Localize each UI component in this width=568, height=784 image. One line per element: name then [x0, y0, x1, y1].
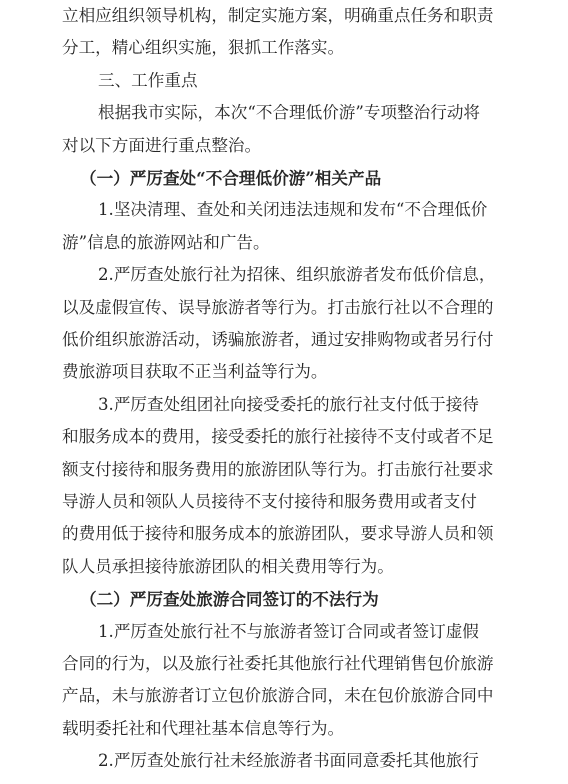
paragraph-line: 3.严厉查处组团社向接受委托的旅行社支付低于接待: [98, 394, 479, 414]
paragraph-line: 以及虚假宣传、误导旅游者等行为。打击旅行社以不合理的: [62, 297, 494, 317]
paragraph-line: 游”信息的旅游网站和广告。: [62, 232, 270, 252]
paragraph-line: 导游人员和领队人员接待不支付接待和服务费用或者支付: [62, 492, 477, 511]
paragraph-line: 合同的行为，以及旅行社委托其他旅行社代理销售包价旅游: [62, 654, 494, 673]
subsection-heading: （一）严厉查处“不合理低价游”相关产品: [80, 168, 382, 188]
paragraph-line: 载明委托社和代理社基本信息等行为。: [62, 718, 345, 738]
paragraph-line: 根据我市实际，本次“不合理低价游”专项整治行动将: [98, 103, 481, 123]
paragraph-line: 1.坚决清理、查处和关闭违法违规和发布“不合理低价: [98, 200, 488, 220]
paragraph-line: 分工，精心组织实施，狠抓工作落实。: [62, 38, 345, 58]
paragraph-line: 立相应组织领导机构，制定实施方案，明确重点任务和职责: [62, 6, 494, 25]
paragraph-line: 2.严厉查处旅行社未经旅游者书面同意委托其他旅行: [98, 751, 479, 771]
paragraph-line: 和服务成本的费用，接受委托的旅行社接待不支付或者不足: [62, 427, 494, 447]
paragraph-line: 2.严厉查处旅行社为招徕、组织旅游者发布低价信息，: [98, 265, 496, 285]
paragraph-line: 对以下方面进行重点整治。: [62, 135, 262, 155]
paragraph-line: 额支付接待和服务费用的旅游团队等行为。打击旅行社要求: [62, 459, 494, 479]
paragraph-line: 的费用低于接待和服务成本的旅游团队，要求导游人员和领: [62, 524, 494, 544]
subsection-heading: （二）严厉查处旅游合同签订的不法行为: [80, 589, 379, 610]
paragraph-line: 1.严厉查处旅行社不与旅游者签订合同或者签订虚假: [98, 621, 479, 641]
section-heading: 三、工作重点: [98, 70, 198, 90]
paragraph-line: 产品，未与旅游者订立包价旅游合同，未在包价旅游合同中: [62, 686, 494, 706]
paragraph-line: 低价组织旅游活动，诱骗旅游者，通过安排购物或者另行付: [62, 330, 494, 349]
paragraph-line: 队人员承担接待旅游团队的相关费用等行为。: [62, 556, 394, 576]
paragraph-line: 费旅游项目获取不正当利益等行为。: [62, 362, 328, 382]
